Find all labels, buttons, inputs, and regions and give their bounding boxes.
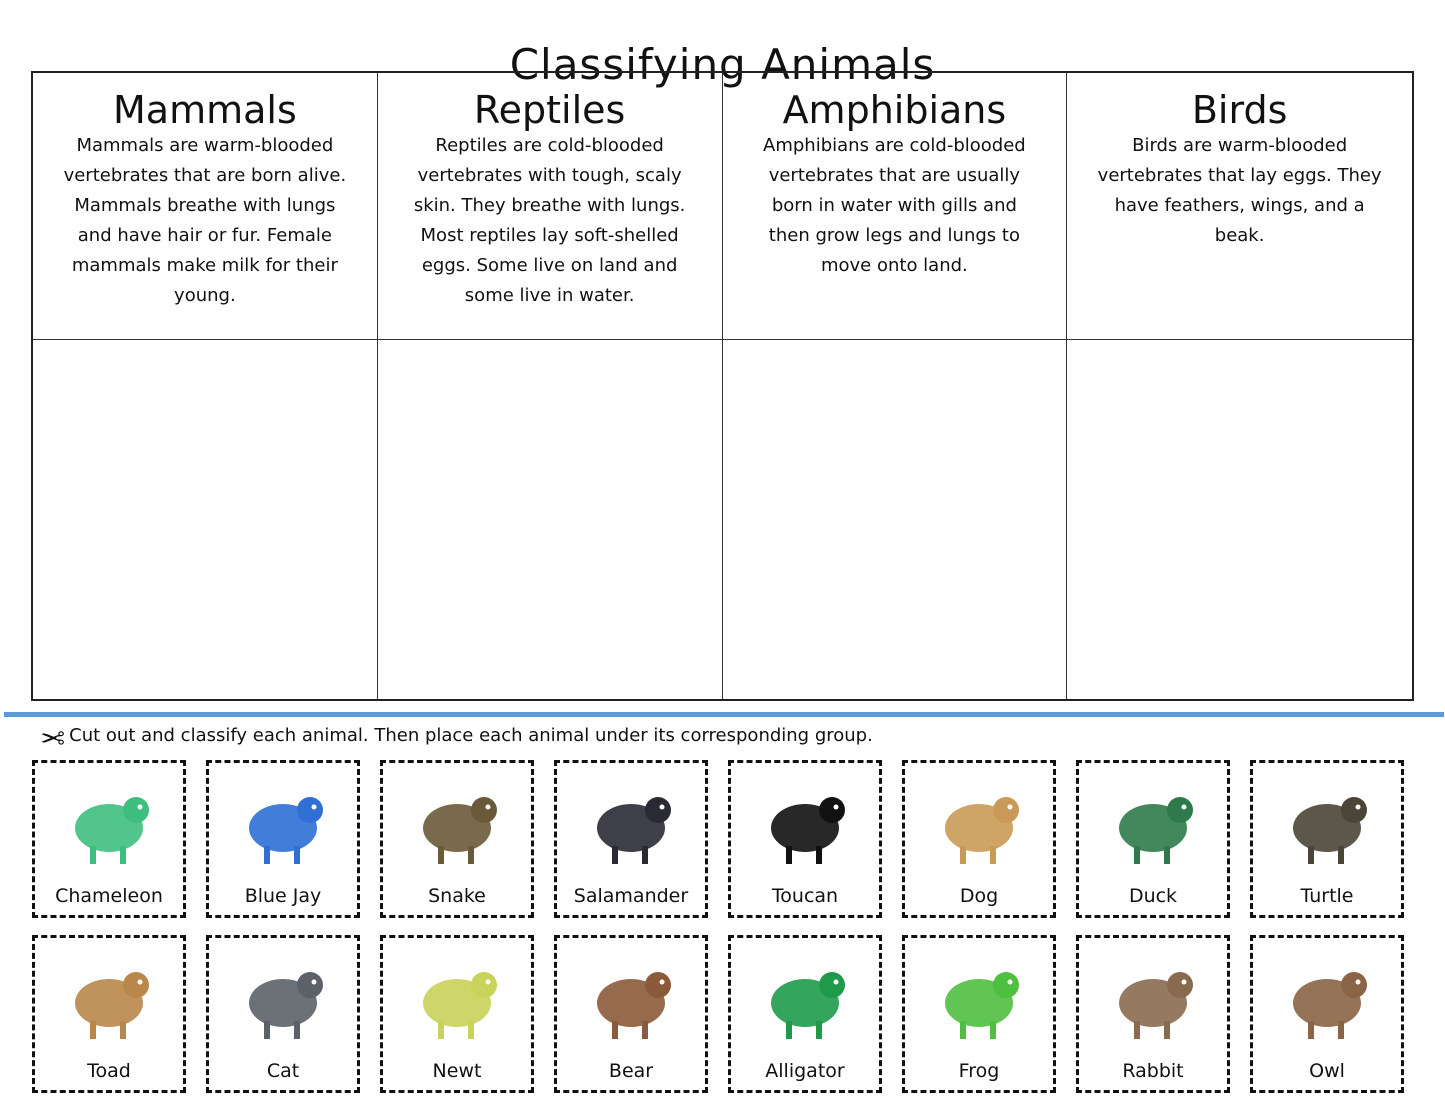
animal-label: Chameleon — [55, 885, 163, 907]
animal-label: Snake — [428, 885, 486, 907]
group-name: Birds — [1191, 88, 1288, 132]
animal-card-blue-jay[interactable] — [206, 760, 360, 918]
animal-card-alligator[interactable] — [728, 935, 882, 1093]
animal-label: Toad — [87, 1060, 131, 1082]
group-name: Amphibians — [782, 88, 1007, 132]
group-header-amphibians — [723, 73, 1068, 340]
animal-label: Toucan — [771, 885, 839, 907]
animal-card-chameleon[interactable] — [32, 760, 186, 918]
animal-label: Newt — [432, 1060, 482, 1082]
animal-card-turtle[interactable] — [1250, 760, 1404, 918]
animal-cards — [32, 760, 1412, 1093]
animal-label: Cat — [266, 1060, 300, 1082]
instructions — [40, 719, 873, 754]
bear-icon — [571, 948, 691, 1048]
animal-label: Bear — [608, 1060, 654, 1082]
animal-label: Rabbit — [1122, 1060, 1184, 1082]
group-header-mammals — [33, 73, 378, 340]
drop-zone-amphibians[interactable] — [723, 340, 1068, 699]
scissors-icon: ✂ — [40, 719, 66, 754]
animal-card-toucan[interactable] — [728, 760, 882, 918]
chameleon-icon — [49, 773, 169, 873]
instructions-text: Cut out and classify each animal. Then place each animal under its corresponding group. — [69, 725, 873, 746]
turtle-icon — [1267, 773, 1387, 873]
group-header-reptiles — [378, 73, 723, 340]
animal-card-toad[interactable] — [32, 935, 186, 1093]
animal-card-owl[interactable] — [1250, 935, 1404, 1093]
alligator-icon — [745, 948, 865, 1048]
animal-card-bear[interactable] — [554, 935, 708, 1093]
toad-icon — [49, 948, 169, 1048]
drop-zone-reptiles[interactable] — [378, 340, 723, 699]
group-header-birds — [1067, 73, 1412, 340]
group-description: Reptiles are cold-blooded vertebrates with tough, scaly skin. They breathe with lungs. Most reptiles lay soft-shelled eggs. Some live on land and some live in water. — [413, 135, 686, 306]
drop-zone-mammals[interactable] — [33, 340, 378, 699]
animal-card-dog[interactable] — [902, 760, 1056, 918]
salamander-icon — [571, 773, 691, 873]
classification-table — [31, 71, 1414, 701]
frog-icon — [919, 948, 1039, 1048]
page-title: Classifying Animals — [509, 40, 936, 90]
blue-jay-icon — [223, 773, 343, 873]
animal-card-salamander[interactable] — [554, 760, 708, 918]
owl-icon — [1267, 948, 1387, 1048]
animal-card-duck[interactable] — [1076, 760, 1230, 918]
animal-card-rabbit[interactable] — [1076, 935, 1230, 1093]
animal-label: Salamander — [573, 885, 689, 907]
animal-card-frog[interactable] — [902, 935, 1056, 1093]
duck-icon — [1093, 773, 1213, 873]
cut-line-divider — [4, 712, 1444, 717]
animal-card-newt[interactable] — [380, 935, 534, 1093]
animal-label: Dog — [959, 885, 999, 907]
animal-label: Frog — [958, 1060, 1000, 1082]
animal-label: Duck — [1128, 885, 1178, 907]
newt-icon — [397, 948, 517, 1048]
drop-zone-birds[interactable] — [1067, 340, 1412, 699]
animal-label: Alligator — [765, 1060, 845, 1082]
group-name: Mammals — [113, 88, 297, 132]
animal-label: Owl — [1309, 1060, 1345, 1082]
group-description: Birds are warm-blooded vertebrates that lay eggs. They have feathers, wings, and a beak. — [1097, 135, 1382, 246]
group-description: Amphibians are cold-blooded vertebrates that are usually born in water with gills and then grow legs and lungs to move onto land. — [763, 135, 1026, 276]
snake-icon — [397, 773, 517, 873]
animal-card-snake[interactable] — [380, 760, 534, 918]
animal-card-cat[interactable] — [206, 935, 360, 1093]
toucan-icon — [745, 773, 865, 873]
cat-icon — [223, 948, 343, 1048]
group-name: Reptiles — [473, 88, 626, 132]
animal-label: Blue Jay — [244, 885, 322, 907]
rabbit-icon — [1093, 948, 1213, 1048]
animal-label: Turtle — [1300, 885, 1354, 907]
dog-icon — [919, 773, 1039, 873]
group-description: Mammals are warm-blooded vertebrates that are born alive. Mammals breathe with lungs and have hair or fur. Female mammals make milk for their young. — [63, 135, 347, 306]
